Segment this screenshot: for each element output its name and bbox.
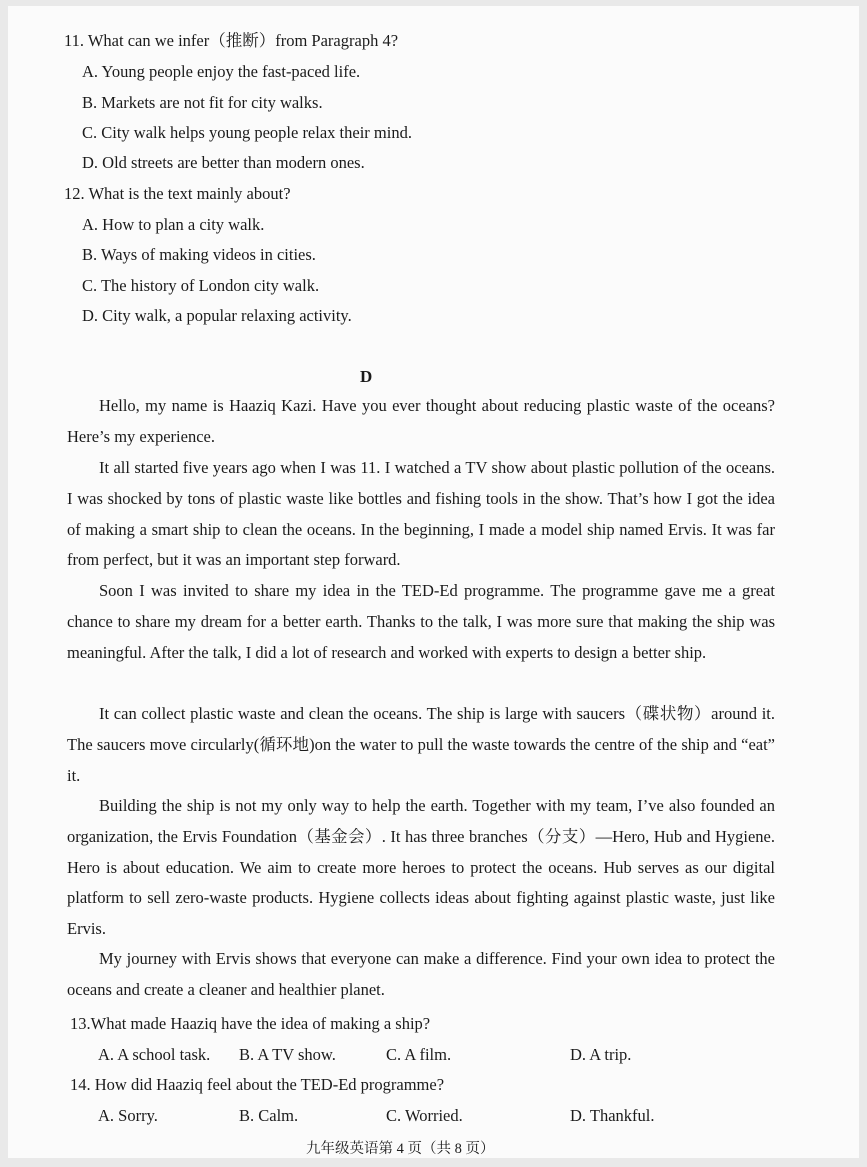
question-12-option-b: B. Ways of making videos in cities. [82,245,316,264]
question-13-option-c: C. A film. [386,1045,452,1064]
question-11-option-d: D. Old streets are better than modern ones. [82,153,365,172]
question-11-stem: 11. What can we infer（推断）from Paragraph 4? [64,31,399,50]
passage-paragraph-3: Soon I was invited to share my idea in the TED-Ed programme. The programme gave me a great chance to share my dream for a better earth. Thanks to the talk, I was more sure that making the ship was meaningful. After the talk, I did a lot of research and worked with experts to design a better ship. [67,581,775,662]
question-11-option-c: C. City walk helps young people relax their mind. [82,123,412,142]
passage-paragraph-4: It can collect plastic waste and clean the oceans. The ship is large with saucers（碟状物）around it. The saucers move circularly(循环地)on the water to pull the waste towards the centre of the ship and “eat” it. [67,704,775,785]
passage-paragraph-5: Building the ship is not my only way to help the earth. Together with my team, I’ve also founded an organization, the Ervis Foundation（基金会）. It has three branches（分支）—Hero, Hub and Hygiene. Hero is about education. We aim to create more heroes to protect the oceans. Hub serves as our digital platform to sell zero-waste products. Hygiene collects ideas about fighting against plastic waste, just like Ervis. [67,796,775,939]
passage-paragraph-6: My journey with Ervis shows that everyone can make a difference. Find your own idea to protect the oceans and create a cleaner and healthier planet. [67,949,775,999]
question-14-option-b: B. Calm. [239,1106,299,1125]
question-12-option-d: D. City walk, a popular relaxing activity. [82,306,352,325]
question-14-option-a: A. Sorry. [98,1106,158,1125]
question-13-option-a: A. A school task. [98,1045,211,1064]
question-12-option-c: C. The history of London city walk. [82,276,320,295]
question-12-option-a: A. How to plan a city walk. [82,215,265,234]
question-14-option-c: C. Worried. [386,1106,463,1125]
question-13-stem: 13.What made Haaziq have the idea of making a ship? [70,1014,431,1033]
question-11-option-b: B. Markets are not fit for city walks. [82,93,323,112]
question-13-option-b: B. A TV show. [239,1045,336,1064]
question-13-option-d: D. A trip. [570,1045,632,1064]
page-footer: 九年级英语第 4 页（共 8 页） [306,1141,495,1157]
question-14-stem: 14. How did Haaziq feel about the TED-Ed programme? [70,1075,445,1094]
question-14-option-d: D. Thankful. [570,1106,655,1125]
question-11-option-a: A. Young people enjoy the fast-paced life. [82,62,361,81]
passage-paragraph-1: Hello, my name is Haaziq Kazi. Have you ever thought about reducing plastic waste of the oceans? Here’s my experience. [67,396,775,446]
section-title: D [360,367,373,386]
passage-paragraph-2: It all started five years ago when I was 11. I watched a TV show about plastic pollution of the oceans. I was shocked by tons of plastic waste like bottles and fishing tools in the show. That’s how I got the idea of making a smart ship to clean the oceans. In the beginning, I made a model ship named Ervis. It was far from perfect, but it was an important step forward. [67,458,775,570]
exam-page [8,6,859,1158]
question-12-stem: 12. What is the text mainly about? [64,184,291,203]
